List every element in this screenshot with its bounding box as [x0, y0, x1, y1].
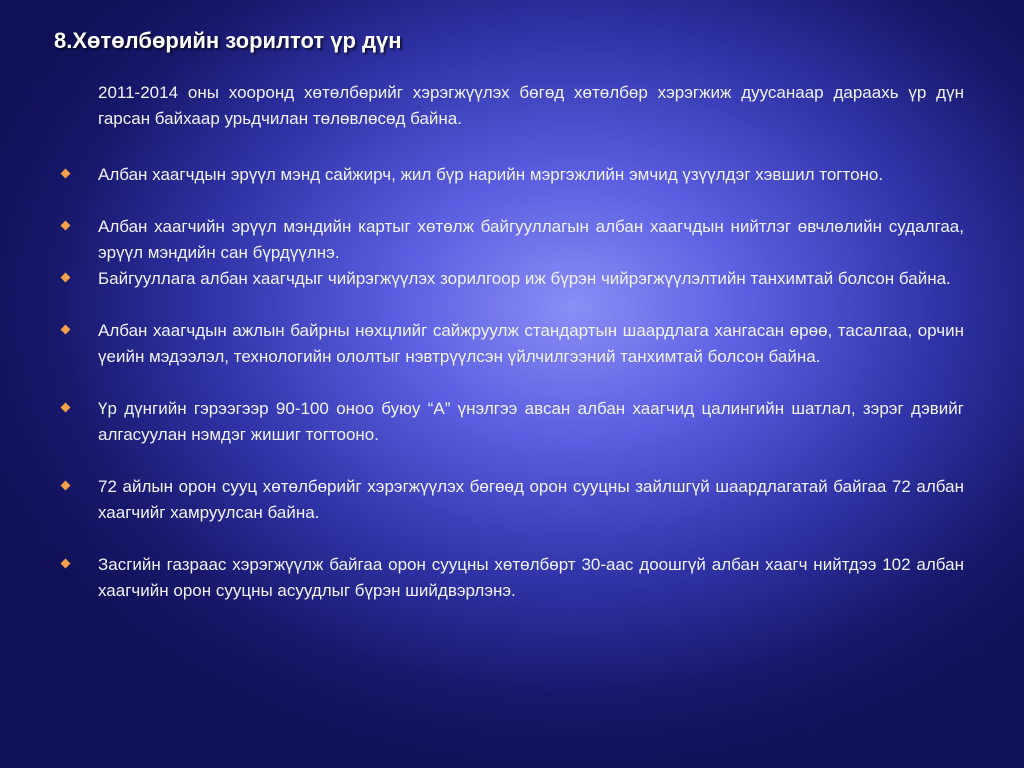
bullet-item	[56, 474, 964, 526]
bullet-text: Засгийн газраас хэрэгжүүлж байгаа орон сууцны хөтөлбөрт 30-аас доошгүй албан хаагч нийтдээ 102 албан хаагчийн орон сууцны асуудлыг бүрэн шийдвэрлэнэ.	[98, 555, 964, 600]
bullet-item	[56, 552, 964, 604]
orange-diamond-icon	[61, 325, 71, 335]
bullet-text: Байгууллага албан хаагчдыг чийрэгжүүлэх зорилгоор иж бүрэн чийрэгжүүлэлтийн танхимтай болсон байна.	[98, 269, 951, 288]
orange-diamond-icon	[61, 403, 71, 413]
orange-diamond-icon	[61, 221, 71, 231]
orange-diamond-icon	[61, 559, 71, 569]
bullet-text: Албан хаагчдын эрүүл мэнд сайжирч, жил бүр нарийн мэргэжлийн эмчид үзүүлдэг хэвшил тогтоно.	[98, 165, 884, 184]
bullet-item	[56, 162, 964, 188]
orange-diamond-icon	[61, 481, 71, 491]
bullet-item	[56, 266, 964, 292]
intro-paragraph: 2011-2014 оны хооронд хөтөлбөрийг хэрэгжүүлэх бөгөд хөтөлбөр хэрэгжиж дуусанаар дараахь үр дүн гарсан байхаар урьдчилан төлөвлөсөд байна.	[98, 83, 964, 128]
slide-title: 8.Хөтөлбөрийн зорилтот үр дүн	[54, 28, 402, 53]
bullet-text: Албан хаагчийн эрүүл мэндийн картыг хөтөлж байгууллагын албан хаагчдын нийтлэг өвчлөлийн судалгаа, эрүүл мэндийн сан бүрдүүлнэ.	[98, 217, 964, 262]
bullet-item	[56, 214, 964, 266]
bullet-text: Албан хаагчдын ажлын байрны нөхцлийг сайжруулж стандартын шаардлага хангасан өрөө, тасалгаа, орчин үеийн мэдээлэл, технологийн ололтыг нэвтрүүлсэн үйлчилгээний танхимтай болсон байна.	[98, 321, 964, 366]
orange-diamond-icon	[61, 169, 71, 179]
bullet-list	[56, 162, 964, 604]
slide-content	[56, 80, 964, 604]
bullet-item	[56, 396, 964, 448]
bullet-text: Үр дүнгийн гэрээгээр 90-100 оноо буюу “А” үнэлгээ авсан албан хаагчид цалингийн шатлал, зэрэг дэвийг алгасуулан нэмдэг жишиг тогтооно.	[98, 399, 964, 444]
bullet-text: 72 айлын орон сууц хөтөлбөрийг хэрэгжүүлэх бөгөөд орон сууцны зайлшгүй шаардлагатай байгаа 72 албан хаагчийг хамруулсан байна.	[98, 477, 964, 522]
bullet-item	[56, 318, 964, 370]
orange-diamond-icon	[61, 273, 71, 283]
